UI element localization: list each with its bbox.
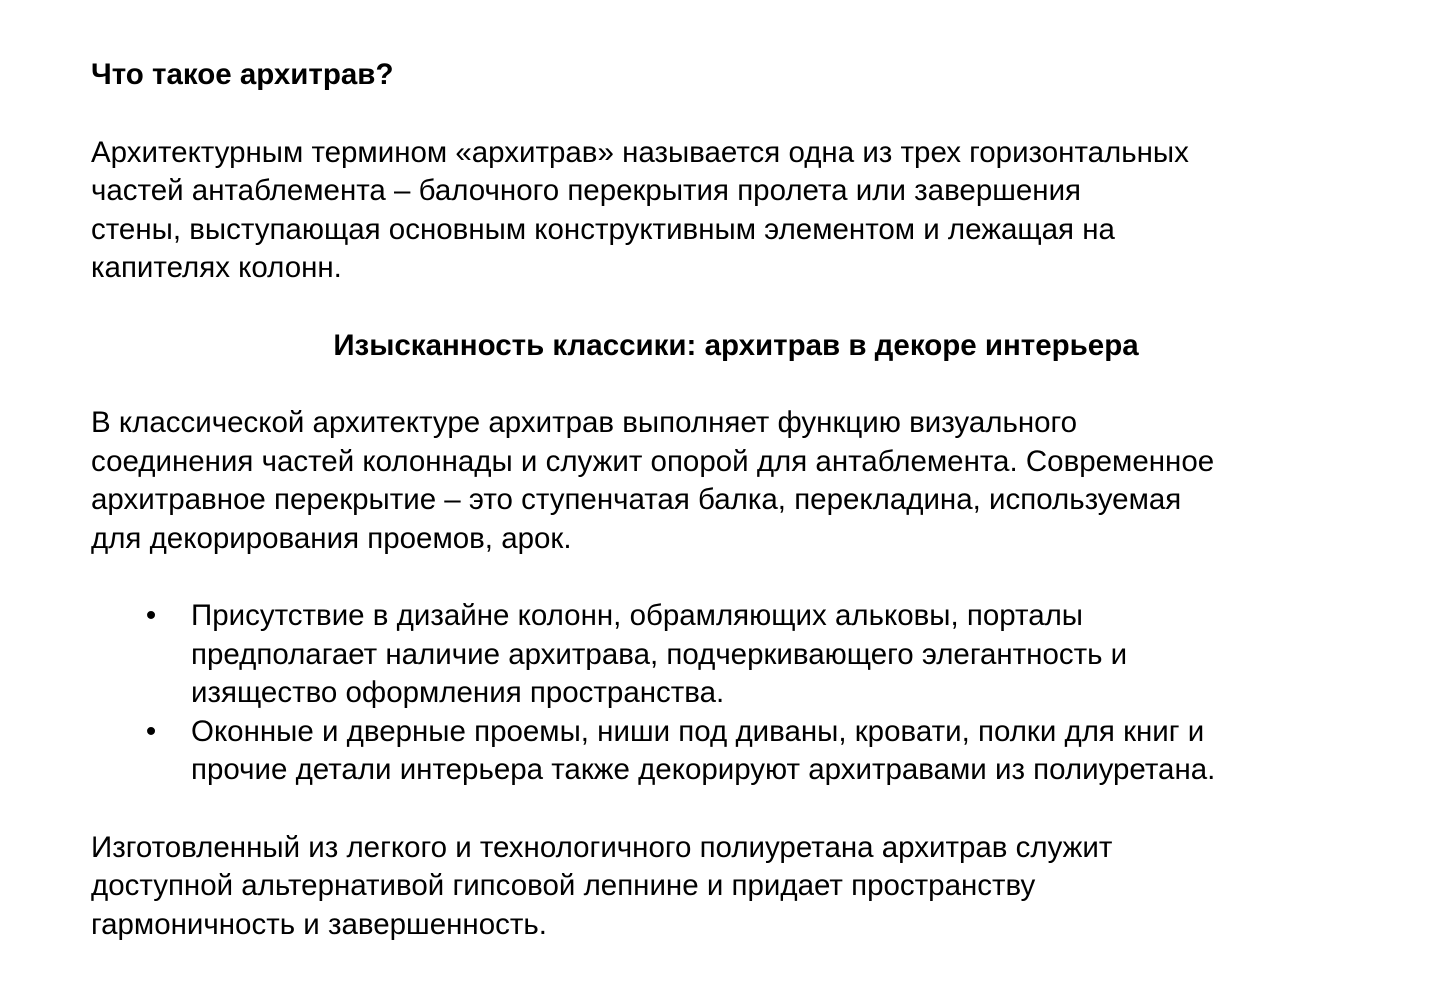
list-item xyxy=(91,713,1381,790)
list-item-line: предполагает наличие архитрава, подчеркивающего элегантность и xyxy=(191,637,1128,671)
list-item-line: изящество оформления пространства. xyxy=(191,676,725,709)
list-item-line: прочие детали интерьера также декорируют архитравами из полиуретана. xyxy=(191,753,1216,786)
list-item xyxy=(91,597,1381,713)
bullet-icon: • xyxy=(145,599,157,632)
conclusion-line: доступной альтернативой гипсовой лепнине и придает пространству xyxy=(91,869,1036,902)
section-heading xyxy=(91,327,1381,366)
spacer xyxy=(91,790,1381,829)
spacer xyxy=(91,558,1381,597)
spacer xyxy=(91,288,1381,327)
conclusion-line: гармоничность и завершенность. xyxy=(91,907,547,941)
list-item-line: Присутствие в дизайне колонн, обрамляющих альковы, порталы xyxy=(191,599,1084,632)
intro-paragraph xyxy=(91,134,1381,288)
section-heading-text: Изысканность классики: архитрав в декоре интерьера xyxy=(333,328,1139,362)
list-item-line: Оконные и дверные проемы, ниши под диваны, кровати, полки для книг и xyxy=(191,714,1205,748)
title-text: Что такое архитрав? xyxy=(91,58,394,91)
spacer xyxy=(91,365,1381,404)
intro-line: стены, выступающая основным конструктивным элементом и лежащая на xyxy=(91,212,1115,246)
bullet-list xyxy=(91,597,1381,790)
conclusion-paragraph xyxy=(91,829,1381,945)
section-line: соединения частей колоннады и служит опорой для антаблемента. Современное xyxy=(91,444,1215,478)
spacer xyxy=(91,95,1381,134)
document-page xyxy=(91,56,1381,944)
section-line: В классической архитектуре архитрав выполняет функцию визуального xyxy=(91,406,1078,439)
conclusion-line: Изготовленный из легкого и технологичного полиуретана архитрав служит xyxy=(91,830,1113,864)
section-paragraph xyxy=(91,404,1381,558)
intro-line: Архитектурным термином «архитрав» называется одна из трех горизонтальных xyxy=(91,135,1189,169)
section-line: для декорирования проемов, арок. xyxy=(91,521,572,555)
section-line: архитравное перекрытие – это ступенчатая балка, перекладина, используемая xyxy=(91,483,1182,516)
intro-line: капителях колонн. xyxy=(91,251,342,284)
page-title xyxy=(91,56,1381,95)
bullet-icon: • xyxy=(145,714,157,748)
intro-line: частей антаблемента – балочного перекрытия пролета или завершения xyxy=(91,174,1082,207)
